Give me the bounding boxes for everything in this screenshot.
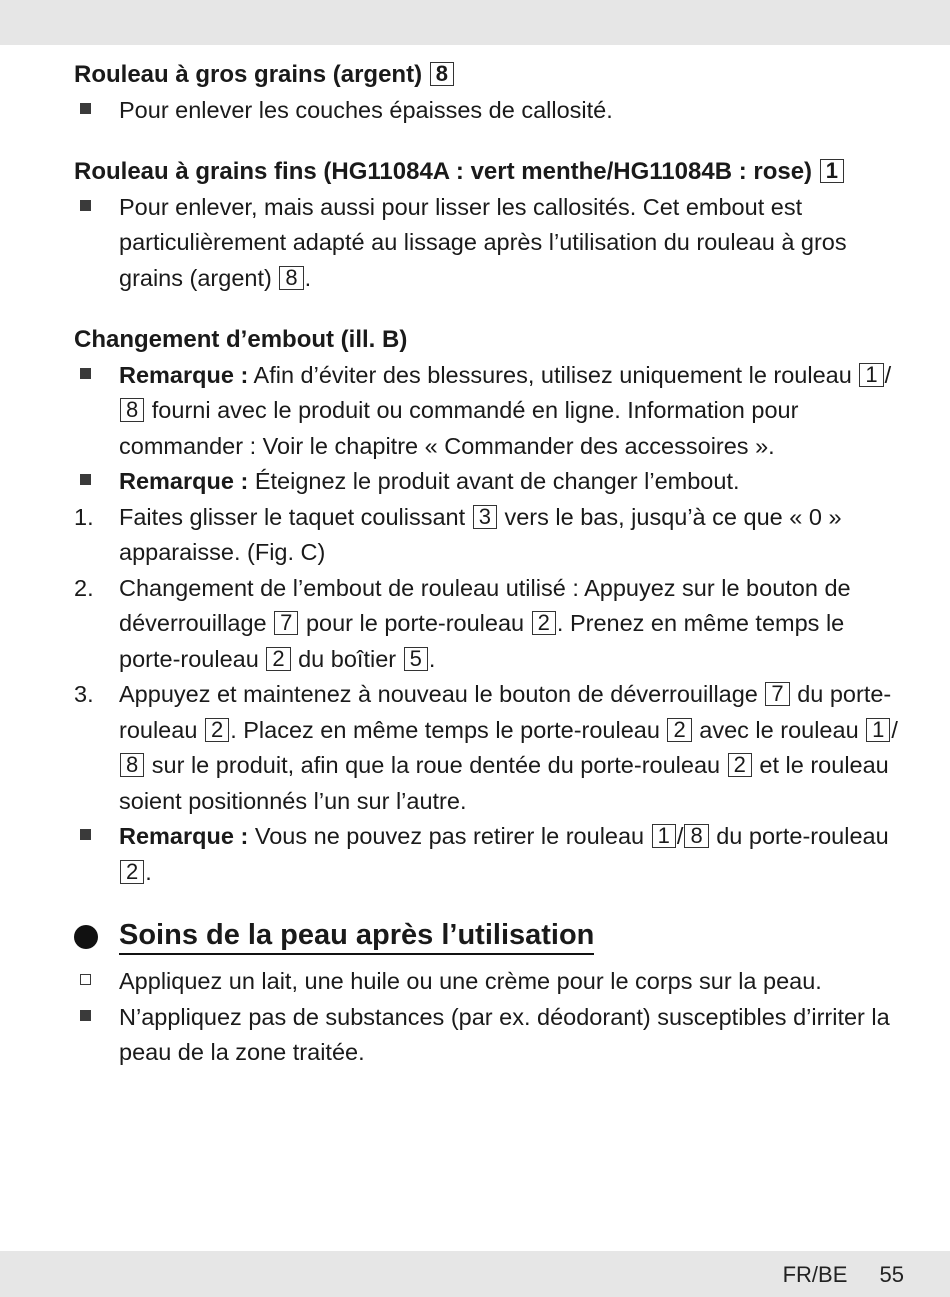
checklist-item [74,964,904,1000]
heading-text: Rouleau à grains fins (HG11084A : vert menthe/HG11084B : rose) [74,158,813,185]
language-code: FR/BE [782,1262,848,1287]
ref-box: 2 [266,647,290,671]
punctuation: . [304,264,312,291]
slash: / [884,361,892,388]
ref-box: 1 [652,824,676,848]
punctuation: . [428,645,436,672]
page-content [74,57,904,1071]
bullet-square-icon [74,464,114,500]
bullet-item [74,1000,904,1071]
step-text: du boîtier [298,645,397,672]
section-heading-coarse-roller [74,57,904,93]
note-text: du porte-rouleau [716,823,889,849]
step-item [74,677,904,819]
ref-box: 8 [279,266,303,290]
note-label: Remarque : [119,468,249,494]
ref-box: 8 [120,398,144,422]
note-label: Remarque : [119,361,249,388]
step-text: avec le rouleau [699,716,859,743]
ref-box: 8 [120,753,144,777]
ref-box: 2 [205,718,229,742]
note-text: fourni avec le produit ou commandé en ligne. Information pour commander : Voir le chapitre « Commander des accessoires ». [119,397,799,459]
step-number: 3. [74,681,94,707]
bullet-text: Pour enlever les couches épaisses de callosité. [119,96,613,123]
punctuation: . [145,858,152,885]
item-text: Appliquez un lait, une huile ou une crème pour le corps sur la peau. [119,968,822,994]
bullet-square-icon [74,93,114,129]
item-text: N’appliquez pas de substances (par ex. déodorant) susceptibles d’irriter la peau de la zone traitée. [119,1003,890,1065]
step-text: Changement de l’embout de rouleau utilisé : Appuyez sur le bouton de déverrouillage [119,574,851,636]
ref-box: 2 [728,753,752,777]
step-text: . Placez en même temps le porte-rouleau [230,716,660,743]
bullet-item [74,190,904,297]
bullet-square-icon [74,819,114,855]
ref-box: 1 [820,159,844,183]
step-text: sur le produit, afin que la roue dentée du porte-rouleau [151,752,721,778]
ref-box: 2 [120,860,144,884]
step-number: 1. [74,503,94,530]
ref-box: 7 [274,611,298,635]
note-text: Éteignez le produit avant de changer l’embout. [254,468,740,494]
heading-text: Rouleau à gros grains (argent) [74,61,423,88]
bullet-square-icon [74,1000,114,1036]
note-text: Vous ne pouvez pas retirer le rouleau [254,823,645,849]
top-band [0,0,950,45]
page-footer [783,1262,904,1288]
section-title-text: Soins de la peau après l’utilisation [119,918,594,955]
step-number: 2. [74,574,94,601]
step-text: et le rouleau soient positionnés l’un sur l’autre. [119,752,889,814]
ref-box: 1 [859,363,883,387]
ref-box: 5 [404,647,428,671]
section-title-skin-care [74,916,904,956]
ref-box: 2 [532,611,556,635]
slash: / [676,823,684,849]
ref-box: 1 [866,718,890,742]
ref-box: 8 [684,824,708,848]
note-item [74,358,904,465]
page-number: 55 [879,1262,904,1287]
note-text: Afin d’éviter des blessures, utilisez uniquement le rouleau [253,361,852,388]
section-heading-fine-roller [74,154,904,190]
step-text: pour le porte-rouleau [305,610,525,636]
step-item [74,500,904,571]
bullet-text: Pour enlever, mais aussi pour lisser les callosités. Cet embout est particulièrement adapté au lissage après l’utilisation du rouleau à gros grains (argent) [119,193,847,291]
bullet-square-icon [74,358,114,394]
ref-box: 7 [765,682,789,706]
step-text: vers le bas, jusqu’à ce que « 0 » apparaisse. (Fig. C) [119,503,842,565]
step-text: Faites glisser le taquet coulissant [119,503,466,530]
note-label: Remarque : [119,823,249,849]
bullet-square-icon [74,190,114,226]
ref-box: 8 [430,62,454,86]
step-text: du porte-rouleau [119,681,892,743]
step-text: Appuyez et maintenez à nouveau le bouton de déverrouillage [119,681,758,707]
bullet-item [74,93,904,129]
ref-box: 2 [667,718,691,742]
bullet-dot-icon [74,925,98,949]
ref-box: 3 [473,505,497,529]
step-item [74,571,904,678]
section-heading-change-tip: Changement d’embout (ill. B) [74,326,408,353]
step-text: . Prenez en même temps le porte-rouleau [119,610,845,672]
slash: / [891,716,898,743]
note-item [74,464,904,500]
checkbox-square-icon [74,964,114,1000]
note-item [74,819,904,890]
